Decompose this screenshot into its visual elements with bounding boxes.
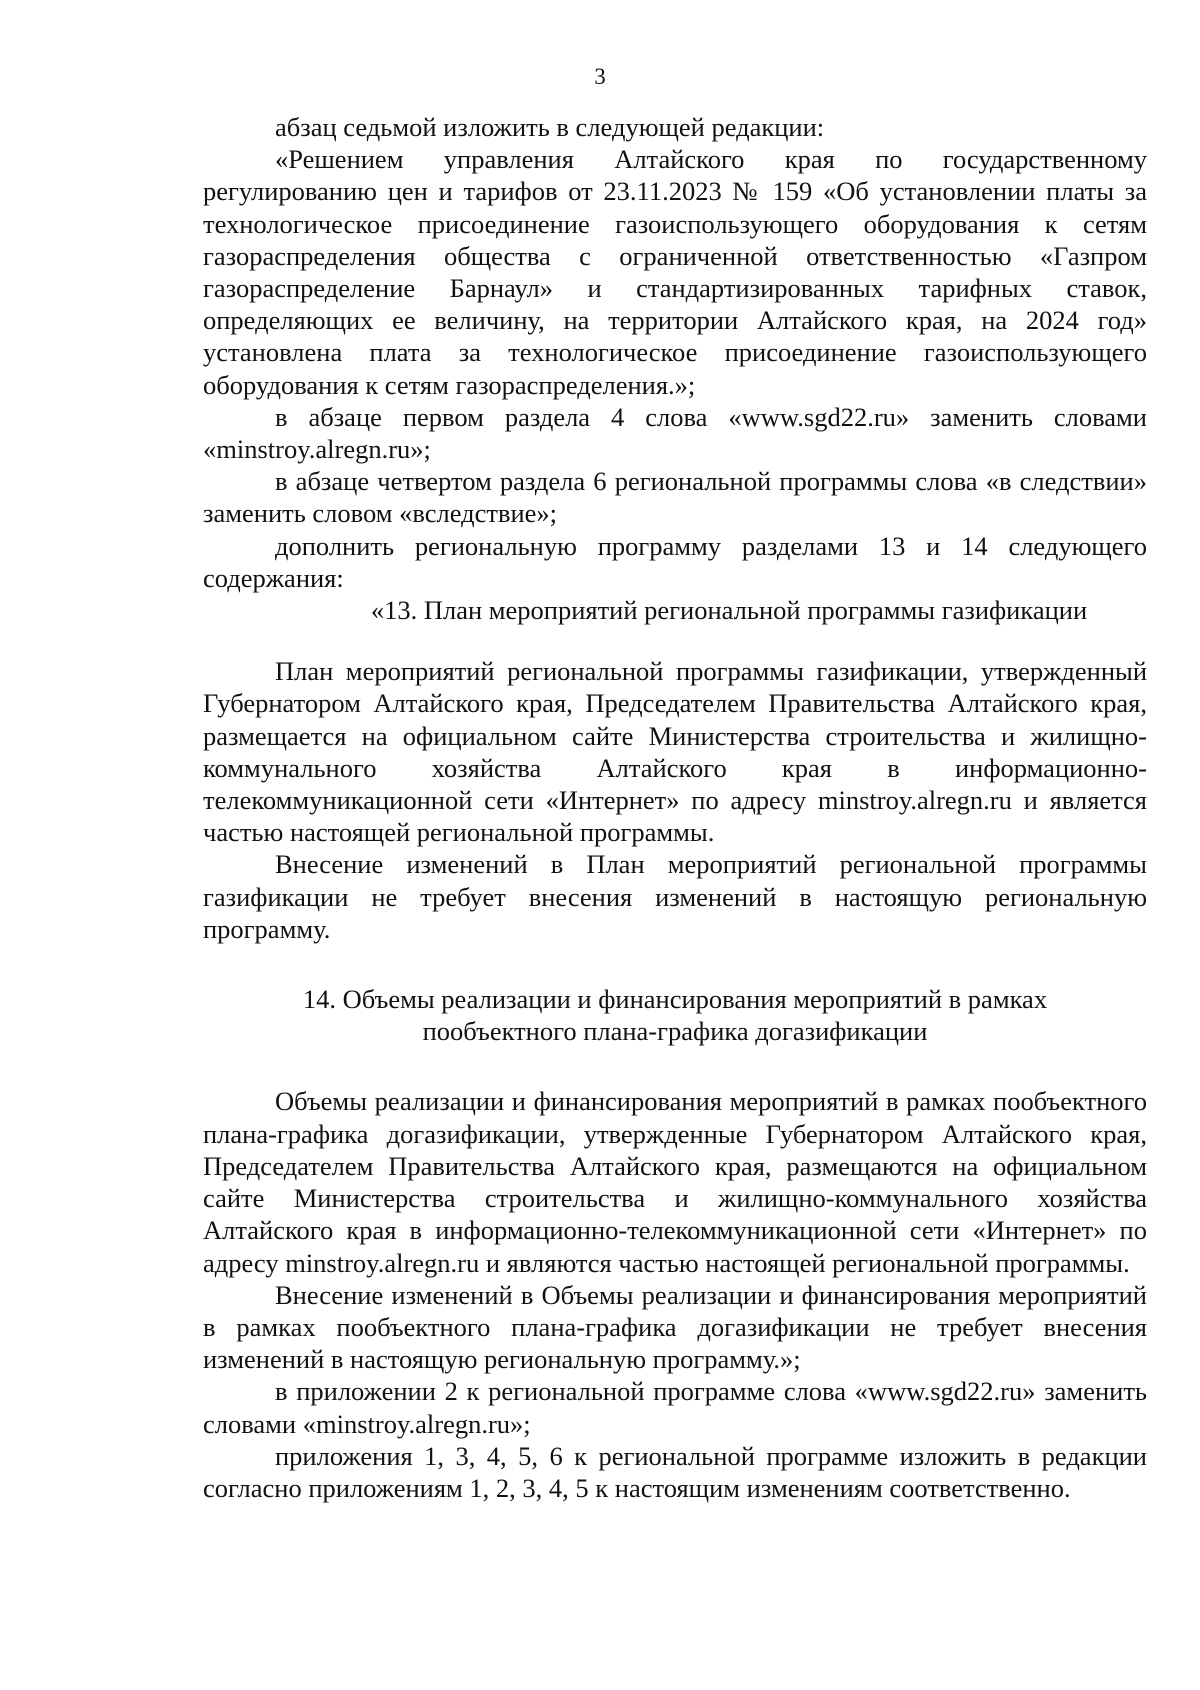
paragraph: Объемы реализации и финансирования мероприятий в рамках пообъектного плана-графика догазификации, утвержденные Губернатором Алтайского края, Председателем Правительства Алтайского края, размещаются на официальном сайте Министерства строительства и жилищно-коммунального хозяйства Алтайского края в информационно-телекоммуникационной сети «Интернет» по адресу minstroy.alregn.ru и являются частью настоящей региональной программы. [203, 1086, 1147, 1278]
paragraph: «Решением управления Алтайского края по государственному регулированию цен и тарифов от 23.11.2023 № 159 «Об установлении платы за технологическое присоединение газоиспользующего оборудования к сетям газораспределения общества с ограниченной ответственностью «Газпром газораспределение Барнаул» и стандартизированных тарифных ставок, определяющих ее величину, на территории Алтайского края, на 2024 год» установлена плата за технологическое присоединение газоиспользующего оборудования к сетям газораспределения.»; [203, 144, 1147, 400]
section-heading-line: пообъектного плана-графика догазификации [422, 1016, 928, 1047]
paragraph: Внесение изменений в Объемы реализации и финансирования мероприятий в рамках пообъектного плана-графика догазификации не требует внесения изменений в настоящую региональную программу.»; [203, 1279, 1147, 1375]
paragraph: абзац седьмой изложить в следующей редакции: [275, 112, 825, 142]
document-body [203, 111, 1147, 1504]
paragraph: План мероприятий региональной программы газификации, утвержденный Губернатором Алтайского края, Председателем Правительства Алтайского края, размещается на официальном сайте Министерства строительства и жилищно-коммунального хозяйства Алтайского края в информационно-телекоммуникационной сети «Интернет» по адресу minstroy.alregn.ru и является частью настоящей региональной программы. [203, 656, 1147, 848]
paragraph: приложения 1, 3, 4, 5, 6 к региональной программе изложить в редакции согласно приложениям 1, 2, 3, 4, 5 к настоящим изменениям соответственно. [203, 1440, 1147, 1503]
section-heading [203, 983, 1147, 1047]
paragraph: Внесение изменений в План мероприятий региональной программы газификации не требует внесения изменений в настоящую региональную программу. [203, 849, 1147, 944]
paragraph: дополнить региональную программу разделами 13 и 14 следующего содержания: [203, 530, 1147, 593]
spacer [203, 945, 1147, 983]
paragraph: в абзаце первом раздела 4 слова «www.sgd22.ru» заменить словами «minstroy.alregn.ru»; [203, 401, 1147, 465]
paragraph: в абзаце четвертом раздела 6 региональной программы слова «в следствии» заменить словом «вследствие»; [203, 466, 1147, 529]
spacer [203, 626, 1147, 655]
page-number: 3 [594, 64, 606, 89]
section-heading-line: 14. Объемы реализации и финансирования мероприятий в рамках [302, 984, 1048, 1015]
paragraph: в приложении 2 к региональной программе слова «www.sgd22.ru» заменить словами «minstroy.alregn.ru»; [203, 1376, 1147, 1439]
spacer [203, 1047, 1147, 1085]
section-heading: «13. План мероприятий региональной программы газификации [370, 595, 1088, 626]
